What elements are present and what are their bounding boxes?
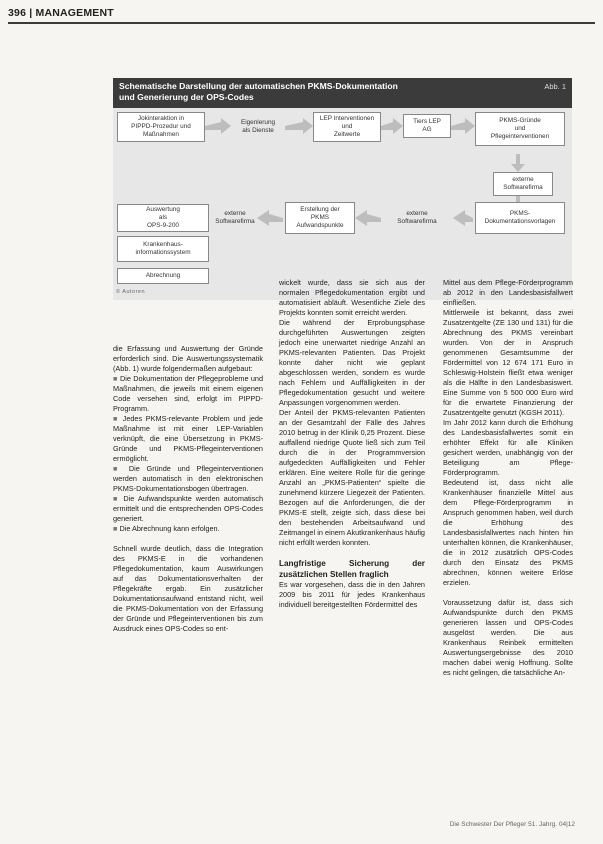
arrow-5 xyxy=(511,154,525,172)
step-ops-9-200: Auswertung als OPS-9-200 xyxy=(117,204,209,232)
step-interaktion: Jokinteraktion in PIPPD-Prozedur und Maßnahmen xyxy=(117,112,205,142)
arrow-3 xyxy=(381,118,403,134)
bullet-marker: ■ xyxy=(113,494,124,503)
step-externe-softwarefirma-3: externe Softwarefirma xyxy=(397,210,437,225)
step-krankenhausinformationssystem: Krankenhaus- informationssystem xyxy=(117,236,209,262)
paragraph: Im Jahr 2012 kann durch die Erhöhung des Landesbasisfallwertes somit ein erhöhter Effekt für alle Kliniken gesichert werden, unabhängig von der Beteiligung am Pflege-Förderprogramm. xyxy=(443,418,573,477)
figure-title: Schematische Darstellung der automatischen PKMS-Dokumentation und Generierung der OPS-Codes xyxy=(119,81,398,102)
arrow-1 xyxy=(205,118,231,134)
arrow-4 xyxy=(451,118,475,134)
step-pkms-gruende: PKMS-Gründe und Pflegeinterventionen xyxy=(475,112,565,146)
figure-abb-1 xyxy=(113,78,572,300)
text-column-1 xyxy=(113,344,263,644)
paragraph: Schnell wurde deutlich, dass die Integration des PKMS-E in die vorhandenen Pflegedokumentation, kaum Auswirkungen auf das Dokumentationsverhalten der Pflegekräfte ergab. Ein zusätzlicher Dokumentationsaufwand entstand nicht, weil die PKMS-Dokumentation von der Erfassung der Gründe und Pflegeinterventionen bis zum Ausdruck eines OPS-Codes so ent- xyxy=(113,544,263,633)
step-abrechnung: Abrechnung xyxy=(117,268,209,284)
arrow-9 xyxy=(257,210,283,226)
text-column-2 xyxy=(279,278,425,620)
step-lep-ag: Tiers LEP AG xyxy=(403,114,451,138)
step-externe-softwarefirma-1: externe Softwarefirma xyxy=(493,172,553,196)
paragraph: Bedeutend ist, dass nicht alle Krankenhäuser finanzielle Mittel aus dem Pflege-Förderprogramm in Anspruch genommen haben, weil durch die Erhöhung des Landesbasisfallwertes nach hinten hin unterhalten können, die Krankenhäuser, die in 2012 zusätzlich OPS-Codes durch den Einsatz des PKMS abrechnen, können weitere Erlöse erzielen. xyxy=(443,478,573,587)
figure-diagram xyxy=(113,108,572,300)
figure-number: Abb. 1 xyxy=(544,82,566,91)
paragraph: Der Anteil der PKMS-relevanten Patienten an der Gesamtzahl der Fälle des Jahres 2010 betrug in der Klinik 0,25 Prozent. Diese auffallend niedrige Quote ließ sich zum Teil durch die in der Programmversion aufgedeckten Auffälligkeiten und Fehler erklären. Eine weitere Rolle für die geringe Anzahl an „PKMS-Patienten“ spielte die zunehmend kürzere Liegezeit der Patienten. Bezogen auf die Anforderungen, die der PKMS-E stellt, zeigte sich, dass diese bei den bestehenden Arbeitsaufwand und Zeitmangel in einem Akutkrankenhaus häufig nicht erfüllt werden konnten. xyxy=(279,408,425,547)
figure-source: © Autoren xyxy=(116,289,146,295)
running-head: 396 | MANAGEMENT xyxy=(8,7,114,19)
step-eigenlerung: Eigenlerung als Dienste xyxy=(240,119,276,134)
header-rule xyxy=(8,22,595,24)
bullet-text: Jedes PKMS-relevante Problem und jede Maßnahme ist mit einer LEP-Variablen verknüpft, die eine Übersetzung in PKMS-Gründe und PKMS-Pflegeinterventionen ermöglicht. xyxy=(113,414,263,463)
bullet-text: Die Aufwandspunkte werden automatisch ermittelt und die entsprechenden OPS-Codes generiert. xyxy=(113,494,264,523)
subheading: Langfristige Sicherung der zusätzlichen Stellen fraglich xyxy=(279,559,425,579)
step-lep-interventionen: LEP Interventionen und Zeitwerte xyxy=(313,112,381,142)
paragraph: Es war vorgesehen, dass die in den Jahren 2009 bis 2011 für jedes Krankenhaus individuell bereitgestellten Fördermittel des xyxy=(279,580,425,609)
step-aufwandspunkte: Erstellung der PKMS Aufwandspunkte xyxy=(285,202,355,234)
arrow-7 xyxy=(453,210,473,226)
bullet-text: Die Dokumentation der Pflegeprobleme und Maßnahmen, die jeweils mit einem eigenen Code versehen sind, erfolgt im PIPPD-Programm. xyxy=(113,374,263,413)
page-footer: Die Schwester Der Pfleger 51. Jahrg. 04|12 xyxy=(449,821,575,828)
bullet-text: Die Gründe und Pflegeinterventionen werden automatisch in den elektronischen PKMS-Dokumentationsbogen übertragen. xyxy=(113,464,264,493)
paragraph: Mittel aus dem Pflege-Förderprogramm ab 2012 in den Landesbasisfallwert einfließen. xyxy=(443,278,573,307)
paragraph: Voraussetzung dafür ist, dass sich Aufwandspunkte durch den PKMS generieren lassen und OPS-Codes ausgelöst werden. Die aus Krankenhaus Reinbek ermittelten Auswertungsergebnisse des 2010 machen dabei wenig Hoffnung. Sollte es nicht gelingen, die tatsächliche An- xyxy=(443,598,573,677)
bullet-text: Die Abrechnung kann erfolgen. xyxy=(119,524,220,533)
bullet-marker: ■ xyxy=(113,464,129,473)
bullet-item xyxy=(113,524,263,534)
bullet-marker: ■ xyxy=(113,524,120,533)
paragraph: Die während der Erprobungsphase durchgeführten Auswertungen zeigten jedoch eine unerwartet niedrige Anzahl an PKMS-relevanten Patienten. Das Projekt konnte daher nicht wie geplant abgeschlossen werden, sondern es wurde nach Fehlern und Auffälligkeiten in der Pflegedokumentation gesucht und weitere Anpassungen vorgenommen werden. xyxy=(279,318,425,407)
page-header xyxy=(8,7,595,19)
bullet-item xyxy=(113,414,263,464)
step-externe-softwarefirma-2: externe Softwarefirma xyxy=(215,210,255,225)
step-dokumentationsvorlagen: PKMS- Dokumentationsvorlagen xyxy=(475,202,565,234)
bullet-marker: ■ xyxy=(113,374,120,383)
paragraph: die Erfassung und Auswertung der Gründe erforderlich sind. Die Auswertungssystematik (Abb. 1) wurde folgendermaßen aufgebaut: xyxy=(113,344,263,373)
figure-header xyxy=(113,78,572,108)
arrow-2 xyxy=(285,118,313,134)
bullet-item xyxy=(113,464,263,494)
paragraph: Mittlerweile ist bekannt, dass zwei Zusatzentgelte (ZE 130 und 131) für die Abrechnung des PKMS vereinbart wurden. Von der in Anspruch genommenen Gesamtsumme der Fördermittel von 12 674 171 Euro in Schleswig-Holstein fließt etwa weniger als die Hälfte in den Landesbasiswert. Eine Summe von 5 500 000 Euro wird für die erwartete Finanzierung der Zusatzentgelte genutzt (KGSH 2011). xyxy=(443,308,573,417)
bullet-item xyxy=(113,494,263,524)
text-column-3 xyxy=(443,278,573,688)
bullet-marker: ■ xyxy=(113,414,123,423)
bullet-item xyxy=(113,374,263,414)
paragraph: wickelt wurde, dass sie sich aus der normalen Pflegedokumentation ergibt und automatisiert abläuft. Wesentliche Ziele des Projekts konnten somit erreicht werden. xyxy=(279,278,425,317)
arrow-8 xyxy=(355,210,381,226)
